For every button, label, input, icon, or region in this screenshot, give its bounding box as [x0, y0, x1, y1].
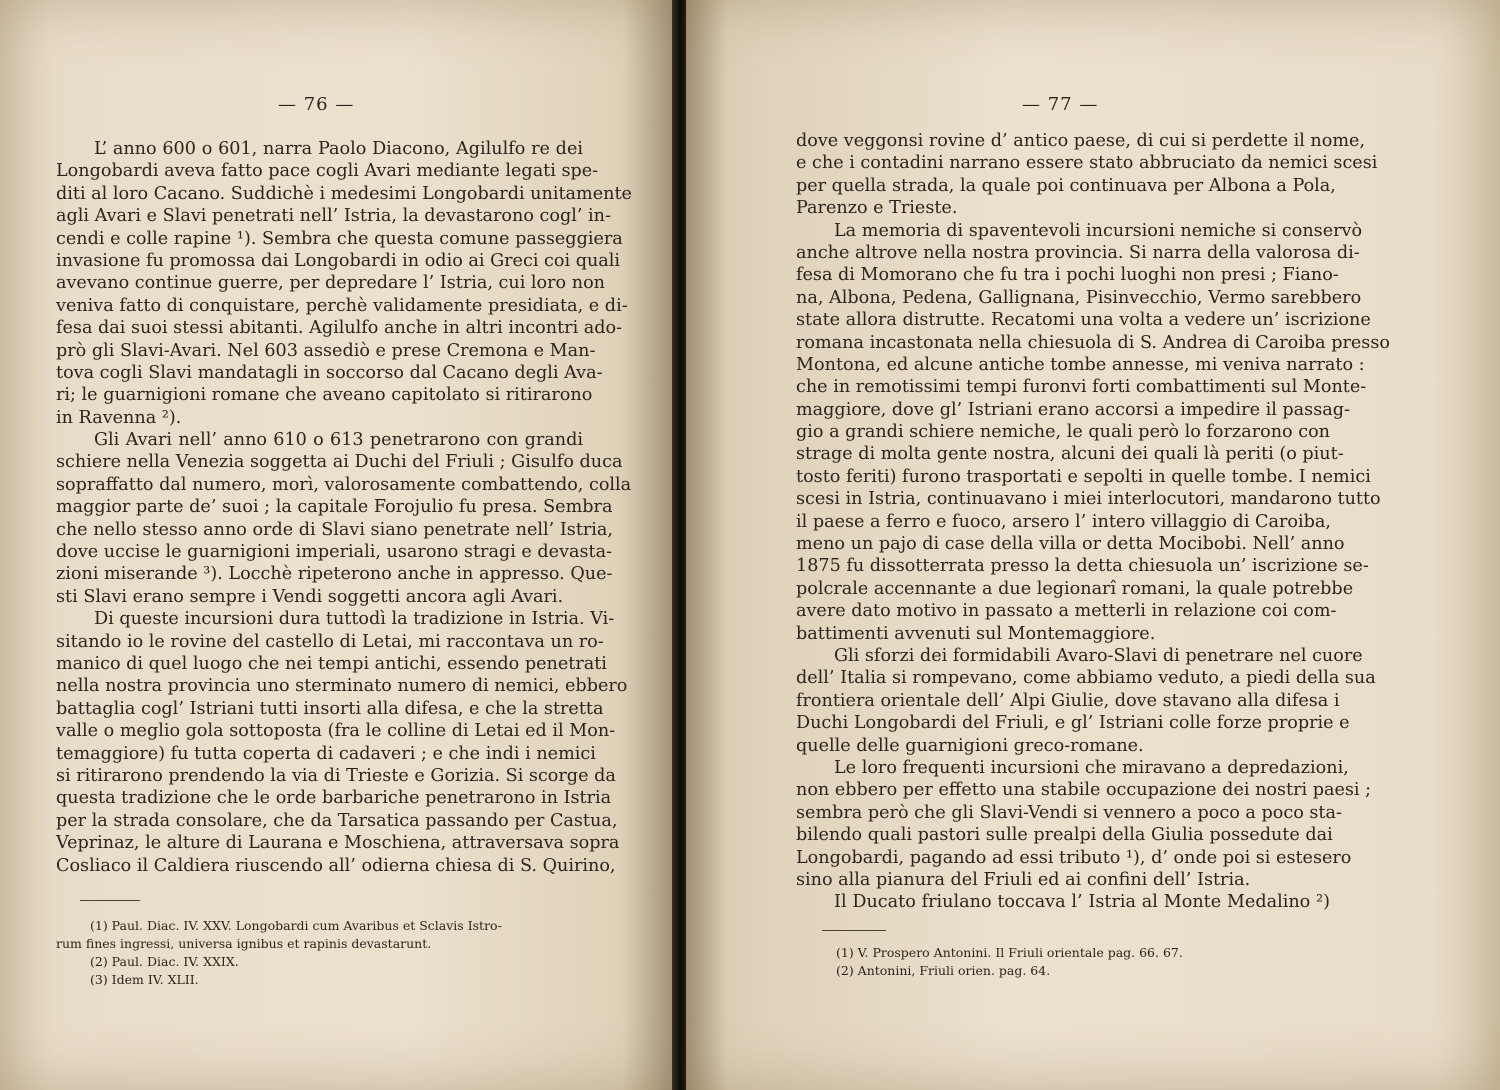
text-line: questa tradizione che le orde barbariche penetrarono in Istria: [56, 788, 612, 809]
text-line: sitando io le rovine del castello di Letai, mi raccontava un ro-: [56, 631, 604, 652]
text-line: avevano continue guerre, per depredare l’ Istria, cui loro non: [56, 273, 605, 294]
footnote-divider: [822, 930, 886, 931]
page-number: — 76 —: [278, 94, 355, 115]
text-line: state allora distrutte. Recatomi una volta a vedere un’ iscrizione: [796, 310, 1371, 331]
text-line: Parenzo e Trieste.: [796, 198, 958, 219]
text-line: temaggiore) fu tutta coperta di cadaveri ; e che indi i nemici: [56, 743, 596, 764]
text-line: non ebbero per effetto una stabile occupazione dei nostri paesi ;: [796, 780, 1372, 801]
text-line: Le loro frequenti incursioni che miravano a depredazioni,: [834, 757, 1349, 778]
text-line: che nello stesso anno orde di Slavi siano penetrate nell’ Istria,: [56, 519, 614, 540]
left-page: [0, 0, 676, 1090]
text-line: avere dato motivo in passato a metterli in relazione coi com-: [796, 601, 1337, 622]
text-line: polcrale accennante a due legionarî romani, la quale potrebbe: [796, 578, 1354, 599]
text-line: scesi in Istria, continuavano i miei interlocutori, mandarono tutto: [796, 489, 1381, 510]
text-line: e che i contadini narrano essere stato abbruciato da nemici scesi: [796, 153, 1378, 174]
text-line: La memoria di spaventevoli incursioni nemiche si conservò: [834, 220, 1363, 241]
text-line: na, Albona, Pedena, Gallignana, Pisinvecchio, Vermo sarebbero: [796, 287, 1362, 308]
text-line: Gli sforzi dei formidabili Avaro-Slavi di penetrare nel cuore: [834, 645, 1363, 666]
text-line: il paese a ferro e fuoco, arsero l’ intero villaggio di Caroiba,: [796, 511, 1331, 532]
text-line: ri; le guarnigioni romane che aveano capitolato si ritirarono: [56, 385, 593, 406]
text-line: dell’ Italia si rompevano, come abbiamo veduto, a piedi della sua: [796, 668, 1376, 689]
text-line: veniva fatto di conquistare, perchè validamente presidiata, e di-: [56, 295, 628, 316]
footnote: (2) Antonini, Friuli orien. pag. 64.: [836, 963, 1051, 978]
text-line: schiere nella Venezia soggetta ai Duchi del Friuli ; Gisulfo duca: [56, 452, 623, 473]
footnotes: [836, 944, 1256, 980]
text-line: bilendo quali pastori sulle prealpi della Giulia possedute dai: [796, 825, 1333, 846]
text-line: tosto feriti) furono trasportati e sepolti in quelle tombe. I nemici: [796, 466, 1371, 487]
text-line: zioni miserande ³). Locchè ripeterono anche in appresso. Que-: [56, 564, 613, 585]
footnote: rum fines ingressi, universa ignibus et rapinis devastarunt.: [56, 936, 432, 951]
text-line: in Ravenna ²).: [56, 407, 182, 428]
text-line: valle o meglio gola sottoposta (fra le colline di Letai ed il Mon-: [56, 721, 616, 742]
text-line: invasione fu promossa dai Longobardi in odio ai Greci coi quali: [56, 250, 621, 271]
text-line: Cosliaco il Caldiera riuscendo all’ odierna chiesa di S. Quirino,: [56, 855, 616, 876]
text-line: per quella strada, la quale poi continuava per Albona a Pola,: [796, 175, 1336, 196]
text-line: agli Avari e Slavi penetrati nell’ Istria, la devastarono cogl’ in-: [56, 206, 611, 227]
text-line: nella nostra provincia uno sterminato numero di nemici, ebbero: [56, 676, 628, 697]
text-line: sopraffatto dal numero, morì, valorosamente combattendo, colla: [56, 474, 632, 495]
text-line: si ritirarono prendendo la via di Trieste e Gorizia. Si scorge da: [56, 765, 616, 786]
text-line: Veprinaz, le alture di Laurana e Moschiena, attraversava sopra: [56, 833, 620, 854]
text-line: 1875 fu dissotterrata presso la detta chiesuola un’ iscrizione se-: [796, 556, 1369, 577]
text-line: cendi e colle rapine ¹). Sembra che questa comune passeggiera: [56, 228, 623, 249]
body-text: [56, 138, 632, 877]
text-line: diti al loro Cacano. Suddichè i medesimi Longobardi unitamente: [56, 183, 632, 204]
footnote-divider: [80, 900, 140, 901]
page-number: — 77 —: [1022, 94, 1099, 115]
footnote: (3) Idem IV. XLII.: [90, 972, 199, 987]
text-line: manico di quel luogo che nei tempi antichi, essendo penetrati: [56, 653, 607, 674]
text-line: romana incastonata nella chiesuola di S. Andrea di Caroiba presso: [796, 332, 1390, 353]
body-text: [796, 130, 1390, 914]
text-line: per la strada consolare, che da Tarsatica passando per Castua,: [56, 810, 618, 831]
text-line: Di queste incursioni dura tuttodì la tradizione in Istria. Vi-: [94, 609, 615, 630]
text-line: sembra però che gli Slavi-Vendi si vennero a poco a poco sta-: [796, 802, 1342, 823]
right-page: [686, 0, 1500, 1090]
footnotes: [56, 917, 586, 989]
text-line: sti Slavi erano sempre i Vendi soggetti ancora agli Avari.: [56, 586, 564, 607]
footnote: (1) Paul. Diac. IV. XXV. Longobardi cum Avaribus et Sclavis Istro-: [90, 918, 502, 933]
text-line: tova cogli Slavi mandatagli in soccorso dal Cacano degli Ava-: [56, 362, 603, 383]
footnote: (1) V. Prospero Antonini. Il Friuli orientale pag. 66. 67.: [836, 945, 1183, 960]
text-line: Il Ducato friulano toccava l’ Istria al Monte Medalino ²): [834, 892, 1330, 913]
text-line: prò gli Slavi-Avari. Nel 603 assediò e prese Cremona e Man-: [56, 340, 596, 361]
text-line: Gli Avari nell’ anno 610 o 613 penetrarono con grandi: [94, 430, 583, 451]
text-line: quelle delle guarnigioni greco-romane.: [796, 735, 1144, 756]
text-line: maggior parte de’ suoi ; la capitale Forojulio fu presa. Sembra: [56, 497, 613, 518]
text-line: maggiore, dove gl’ Istriani erano accorsi a impedire il passag-: [796, 399, 1350, 420]
text-line: Longobardi, pagando ad essi tributo ¹), d’ onde poi si estesero: [796, 847, 1352, 868]
text-line: Montona, ed alcune antiche tombe annesse, mi veniva narrato :: [796, 354, 1365, 375]
text-line: fesa di Momorano che fu tra i pochi luoghi non presi ; Fiano-: [796, 265, 1339, 286]
text-line: fesa dai suoi stessi abitanti. Agilulfo anche in altri incontri ado-: [56, 318, 623, 339]
text-line: meno un pajo di case della villa or detta Mocibobi. Nell’ anno: [796, 534, 1345, 555]
text-line: frontiera orientale dell’ Alpi Giulie, dove stavano alla difesa i: [796, 690, 1340, 711]
text-line: battimenti avvenuti sul Montemaggiore.: [796, 623, 1156, 644]
text-line: L’ anno 600 o 601, narra Paolo Diacono, Agilulfo re dei: [94, 139, 583, 159]
text-line: gio a grandi schiere nemiche, le quali però lo forzarono con: [796, 422, 1330, 443]
text-line: che in remotissimi tempi furonvi forti combattimenti sul Monte-: [796, 377, 1367, 398]
footnote: (2) Paul. Diac. IV. XXIX.: [90, 954, 239, 969]
text-line: sino alla pianura del Friuli ed ai confini dell’ Istria.: [796, 869, 1251, 890]
text-line: Longobardi aveva fatto pace cogli Avari mediante legati spe-: [56, 161, 599, 182]
text-line: Duchi Longobardi del Friuli, e gl’ Istriani colle forze proprie e: [796, 713, 1350, 734]
text-line: dove veggonsi rovine d’ antico paese, di cui si perdette il nome,: [796, 131, 1366, 151]
text-line: strage di molta gente nostra, alcuni dei quali là periti (o piut-: [796, 444, 1344, 465]
text-line: anche altrove nella nostra provincia. Si narra della valorosa di-: [796, 242, 1360, 263]
text-line: battaglia cogl’ Istriani tutti insorti alla difesa, e che la stretta: [56, 698, 604, 719]
text-line: dove uccise le guarnigioni imperiali, usarono stragi e devasta-: [56, 542, 613, 563]
